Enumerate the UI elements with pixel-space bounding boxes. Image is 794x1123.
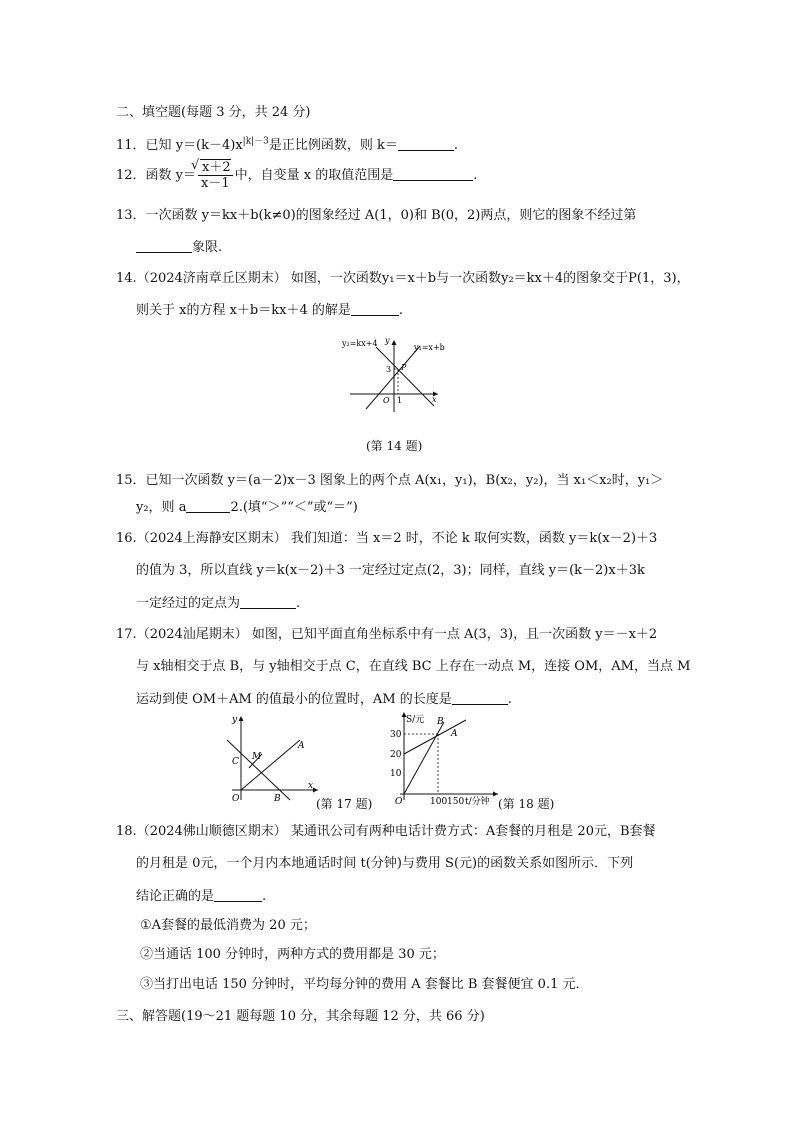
q16-end: . xyxy=(296,596,301,611)
q11-end: . xyxy=(453,138,459,153)
q17-fig-label-O: O xyxy=(232,794,240,804)
q12-answer-blank[interactable] xyxy=(393,166,473,181)
q14-text: （2024济南章丘区期末） 如图，一次函数y₁＝x＋b与一次函数y₂＝kx＋4的图象交于P(1，3)， xyxy=(136,271,690,286)
q12-denominator: x－1 xyxy=(201,176,230,191)
q15-number: 15． xyxy=(116,473,146,488)
q18-fig-label-O: O xyxy=(395,797,403,807)
question-13-line1 xyxy=(116,207,636,225)
q18-option-3: ③当打出电话 150 分钟时，平均每分钟的费用 A 套餐比 B 套餐便宜 0.1 元． xyxy=(140,977,589,992)
question-13-line2 xyxy=(136,238,222,257)
question-16-line2: 的值为 3，所以直线 y＝k(x－2)＋3 一定经过定点(2，3)；同样，直线 y＝(k－2)x＋3k xyxy=(136,563,645,578)
question-15-line1 xyxy=(116,472,663,490)
q17-figure xyxy=(222,712,322,807)
q11-post: 是正比例函数，则 k＝ xyxy=(268,138,398,153)
q14-fig-label-P: P xyxy=(401,363,407,372)
q17-fig-label-B: B xyxy=(274,794,281,804)
q18-fig-label-150: 150 xyxy=(447,797,465,807)
q17-text-3: 运动到使 OM＋AM 的值最小的位置时，AM 的长度是 xyxy=(136,692,452,707)
q18-answer-blank[interactable] xyxy=(214,887,262,902)
question-17-line3 xyxy=(136,690,512,709)
q13-answer-blank[interactable] xyxy=(136,238,192,253)
q13-number: 13． xyxy=(116,208,146,223)
q18-fig-label-S: S/元 xyxy=(406,715,425,725)
q11-number: 11． xyxy=(116,138,146,153)
q16-answer-blank[interactable] xyxy=(240,594,296,609)
q18-fig-label-100: 100 xyxy=(430,797,448,807)
question-14-line2 xyxy=(136,301,403,320)
q18-number: 18. xyxy=(116,824,137,839)
question-15-line2 xyxy=(136,498,358,517)
question-16-line1 xyxy=(116,530,657,548)
q17-end: . xyxy=(507,692,512,707)
q18-text: （2024佛山顺德区期末） 某通讯公司有两种电话计费方式：A套餐的月租是 20元，B套餐 xyxy=(136,824,656,839)
q14-text-2: 则关于 x的方程 x＋b＝kx＋4 的解是 xyxy=(136,303,351,318)
q17-text: （2024汕尾期末） 如图，已知平面直角坐标系中有一点 A(3，3)，且一次函数 y＝－x＋2 xyxy=(136,627,658,642)
q15-text: 已知一次函数 y＝(a－2)x－3 图象上的两个点 A(x₁，y₁)，B(x₂，y₂)，当 x₁＜x₂时，y₁＞ xyxy=(145,473,664,488)
q12-number: 12． xyxy=(116,168,146,183)
q18-fig-label-30: 30 xyxy=(390,730,402,740)
q17-number: 17. xyxy=(116,627,137,642)
q17-fig-label-C: C xyxy=(232,757,239,767)
q18-figure xyxy=(388,708,500,810)
q18-option-1: ①A套餐的最低消费为 20 元； xyxy=(140,918,316,933)
q14-fig-label-O: O xyxy=(383,396,390,405)
q11-exponent: |k|－3 xyxy=(242,136,269,147)
q13-text: 一次函数 y＝kx＋b(k≠0)的图象经过 A(1，0)和 B(0，2)两点，则它的图象不经过第 xyxy=(145,208,637,223)
question-11 xyxy=(116,136,458,155)
q14-fig-label-3: 3 xyxy=(386,365,392,374)
q13-text-2: 象限. xyxy=(192,240,223,255)
q18-fig-label-t: t/分钟 xyxy=(465,797,490,807)
q14-fig-label-1: 1 xyxy=(397,396,403,405)
q16-text: （2024上海静安区期末） 我们知道：当 x＝2 时，不论 k 取何实数，函数 y＝k(x－2)＋3 xyxy=(136,531,658,546)
q11-expr: y＝(k－4)x xyxy=(175,138,243,153)
q14-fig-label-x: x xyxy=(432,395,437,404)
q12-end: . xyxy=(473,168,478,183)
q17-answer-blank[interactable] xyxy=(452,690,508,705)
question-16-line3 xyxy=(136,594,300,613)
q15-text-3: 2.(填“＞”“＜”或“＝”) xyxy=(230,500,358,515)
q16-number: 16. xyxy=(116,531,137,546)
q17-fig-label-M: M xyxy=(252,752,262,762)
question-18-line2: 的月租是 0元，一个月内本地通话时间 t(分钟)与费用 S(元)的函数关系如图所示．下列 xyxy=(136,856,634,871)
q14-number: 14. xyxy=(116,271,137,286)
q12-numerator: √ x＋2 xyxy=(200,159,231,175)
q18-end: . xyxy=(262,889,267,904)
question-17-line2: 与 x轴相交于点 B，与 y轴相交于点 C，在直线 BC 上存在一动点 M，连接 OM，AM，当点 M xyxy=(136,659,691,674)
question-18-line3 xyxy=(136,887,266,906)
q18-fig-label-10: 10 xyxy=(390,769,402,779)
q14-fig-label-y1: y₁=x+b xyxy=(414,343,445,352)
q18-caption: (第 18 题) xyxy=(498,797,555,811)
section-3-title: 三、解答题(19～21 题每题 10 分，其余每题 12 分，共 66 分) xyxy=(116,1009,485,1024)
q14-fig-label-y2: y₂=kx+4 xyxy=(342,339,378,348)
q18-fig-label-B: B xyxy=(437,717,444,727)
question-14-line1 xyxy=(116,270,690,288)
q11-pre: 已知 xyxy=(145,138,176,153)
q16-text-3: 一定经过的定点为 xyxy=(136,596,241,611)
q15-text-2: y₂，则 a xyxy=(136,500,187,515)
q12-post: 中，自变量 x 的取值范围是 xyxy=(234,168,394,183)
question-17-line1 xyxy=(116,626,657,644)
q17-fig-label-y: y xyxy=(232,715,238,725)
section-2-title: 二、填空题(每题 3 分，共 24 分) xyxy=(116,105,311,120)
q18-fig-label-A: A xyxy=(451,729,458,739)
q14-fig-label-y: y xyxy=(385,336,390,345)
q14-end: . xyxy=(398,303,404,318)
q17-fig-label-A: A xyxy=(298,741,305,751)
question-18-line1 xyxy=(116,823,656,841)
question-12 xyxy=(116,160,477,191)
q12-fraction xyxy=(198,160,233,191)
q17-fig-label-x: x xyxy=(308,781,314,791)
q14-caption: (第 14 题) xyxy=(366,439,423,453)
q18-text-3: 结论正确的是 xyxy=(136,889,215,904)
q14-figure xyxy=(336,330,446,415)
q12-pre: 函数 y＝ xyxy=(145,168,197,183)
q18-option-2: ②当通话 100 分钟时，两种方式的费用都是 30 元； xyxy=(140,947,445,962)
q14-answer-blank[interactable] xyxy=(351,301,399,316)
q18-fig-label-20: 20 xyxy=(390,750,402,760)
q17-caption: (第 17 题) xyxy=(316,797,373,811)
q11-answer-blank[interactable] xyxy=(398,136,454,151)
q15-answer-blank[interactable] xyxy=(186,498,230,513)
